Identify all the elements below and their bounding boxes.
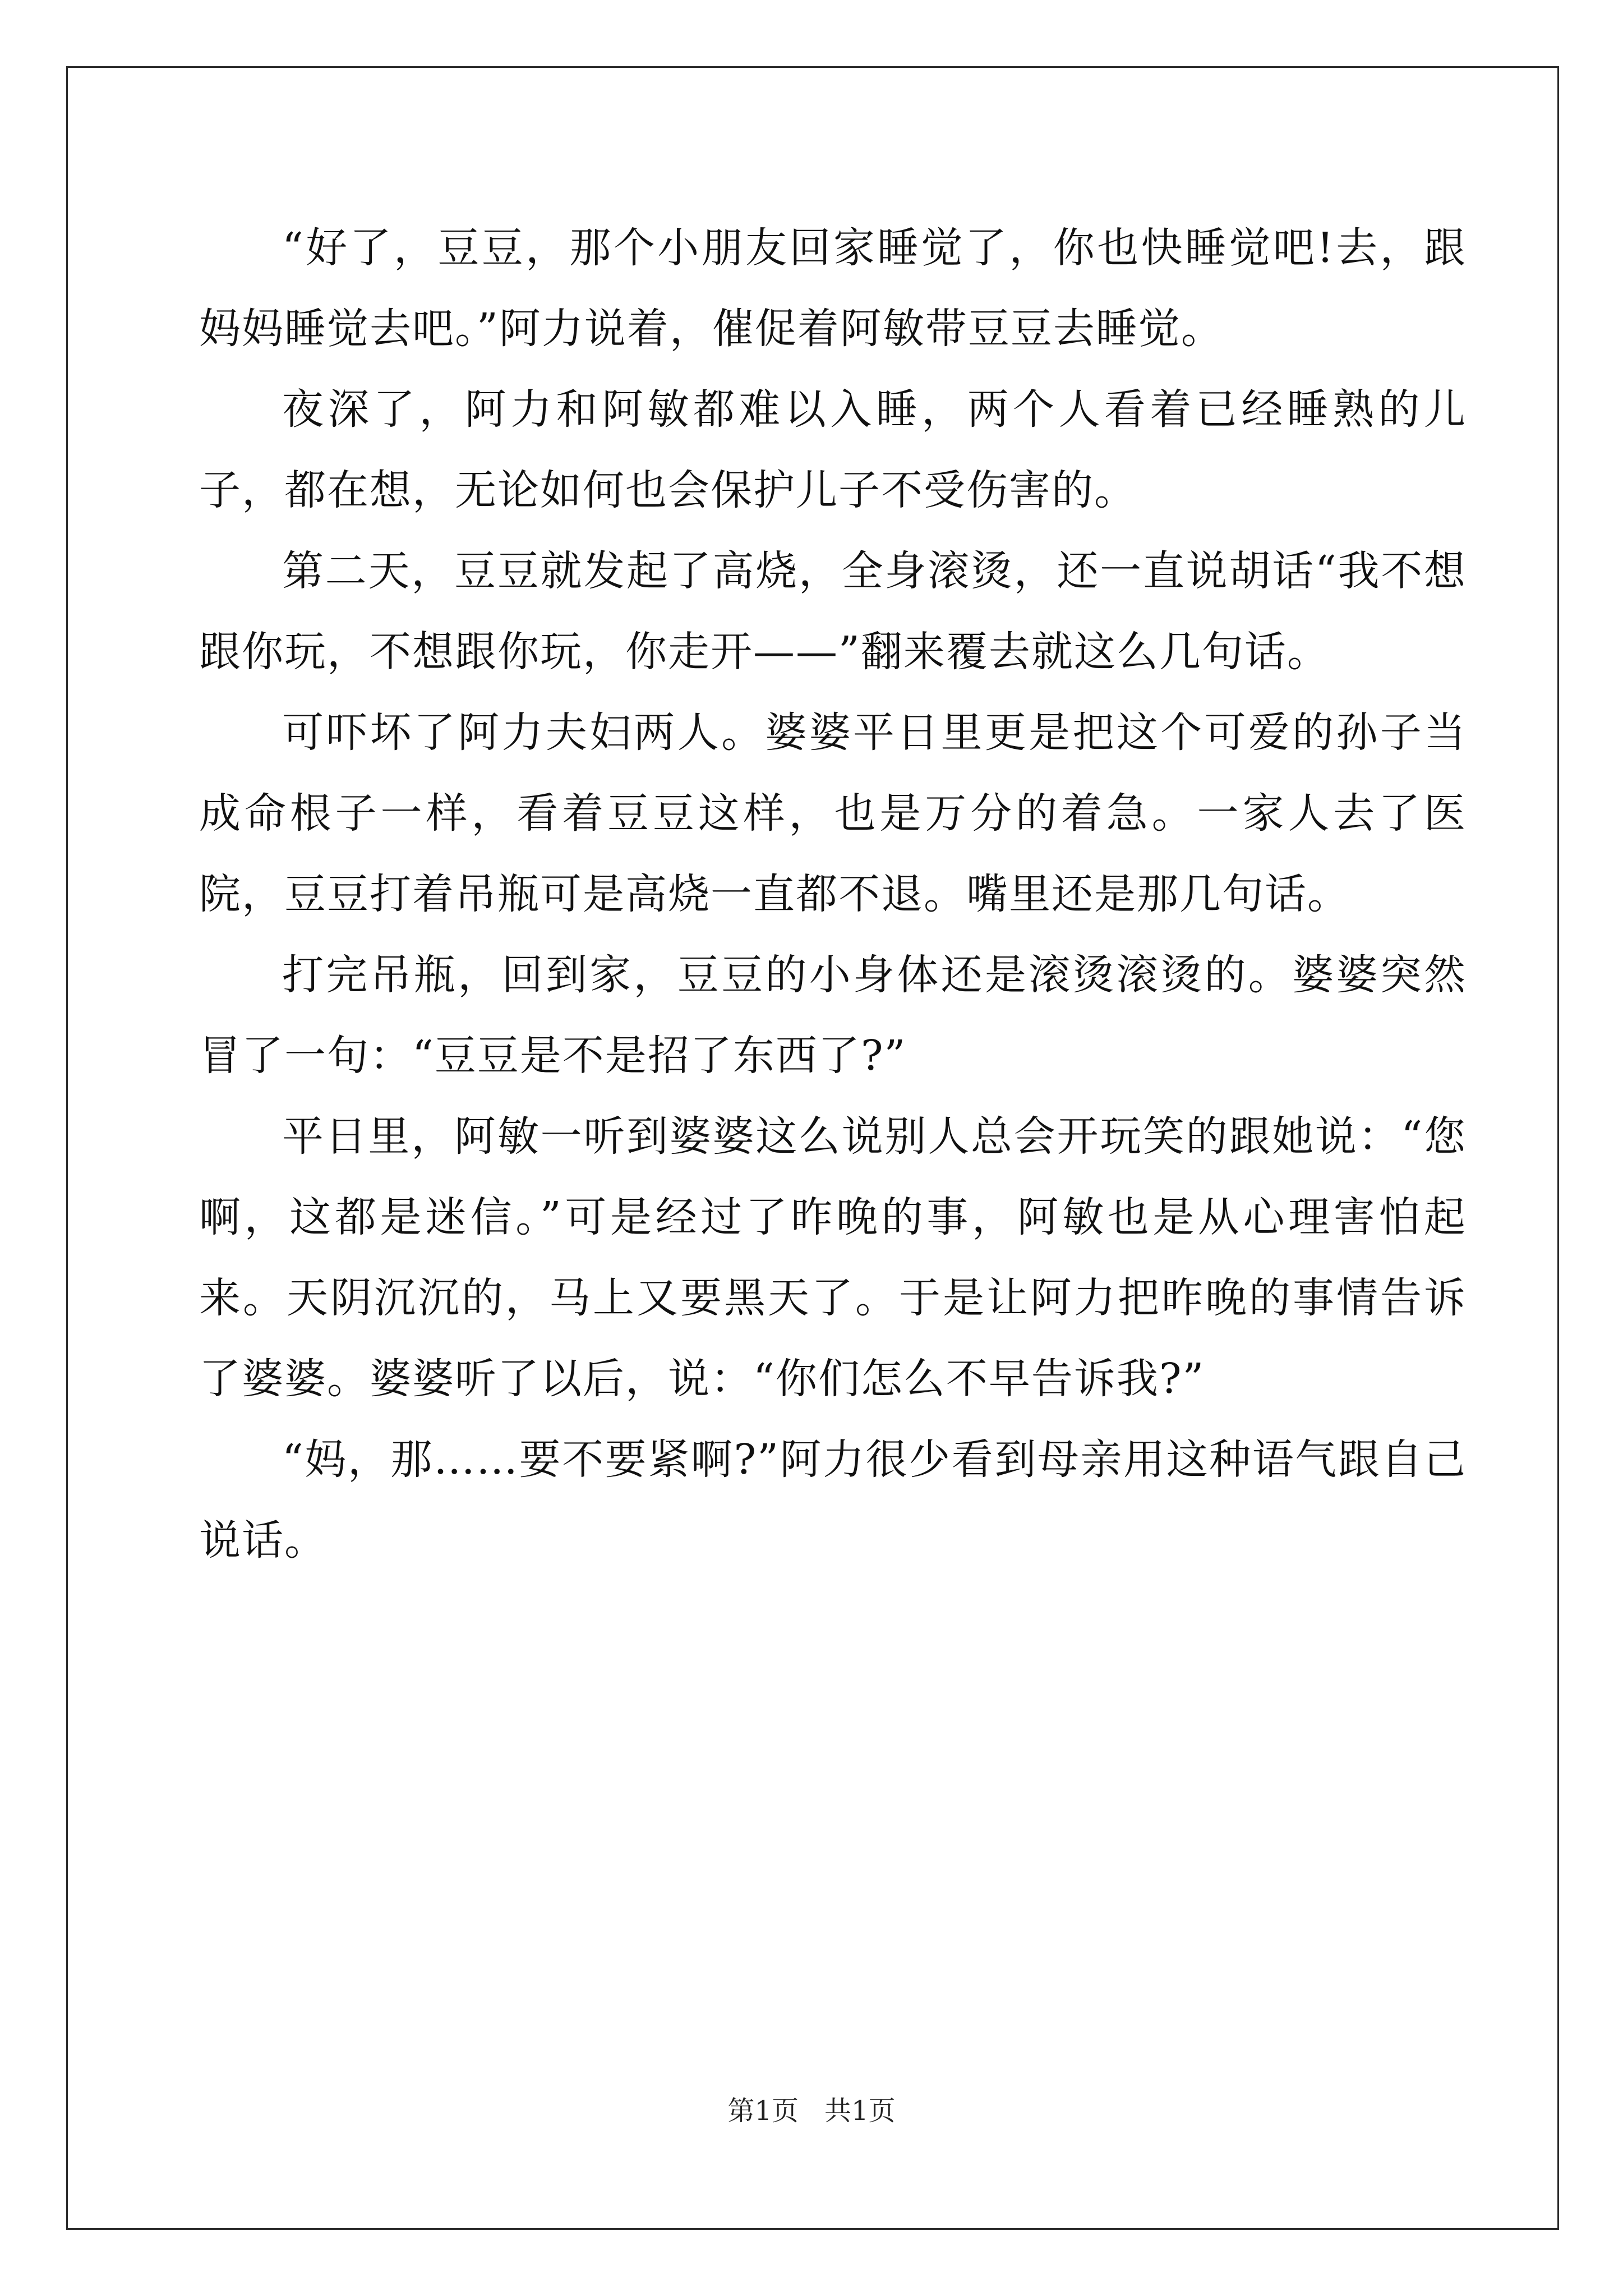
paragraph: 夜深了，阿力和阿敏都难以入睡，两个人看着已经睡熟的儿子，都在想，无论如何也会保护儿子不受伤害的。 [199, 385, 1467, 514]
paragraph: 平日里，阿敏一听到婆婆这么说别人总会开玩笑的跟她说：“您啊，这都是迷信。”可是经过了昨晚的事，阿敏也是从心理害怕起来。天阴沉沉的，马上又要黑天了。于是让阿力把昨晚的事情告诉了婆婆。婆婆听了以后，说：“你们怎么不早告诉我?” [199, 1112, 1467, 1403]
page-number: 第1页 [727, 2095, 799, 2127]
paragraph: “妈，那……要不要紧啊?”阿力很少看到母亲用这种语气跟自己说话。 [199, 1435, 1467, 1565]
paragraph: “好了，豆豆，那个小朋友回家睡觉了，你也快睡觉吧!去，跟妈妈睡觉去吧。”阿力说着，催促着阿敏带豆豆去睡觉。 [199, 224, 1467, 353]
paragraph: 第二天，豆豆就发起了高烧，全身滚烫，还一直说胡话“我不想跟你玩，不想跟你玩，你走开——”翻来覆去就这么几句话。 [199, 547, 1467, 676]
document-body [199, 208, 1467, 1581]
paragraph: 可吓坏了阿力夫妇两人。婆婆平日里更是把这个可爱的孙子当成命根子一样，看着豆豆这样，也是万分的着急。一家人去了医院，豆豆打着吊瓶可是高烧一直都不退。嘴里还是那几句话。 [199, 708, 1467, 918]
page-total: 共1页 [824, 2095, 896, 2127]
page-footer [0, 2094, 1623, 2128]
paragraph: 打完吊瓶，回到家，豆豆的小身体还是滚烫滚烫的。婆婆突然冒了一句：“豆豆是不是招了东西了?” [199, 951, 1467, 1080]
